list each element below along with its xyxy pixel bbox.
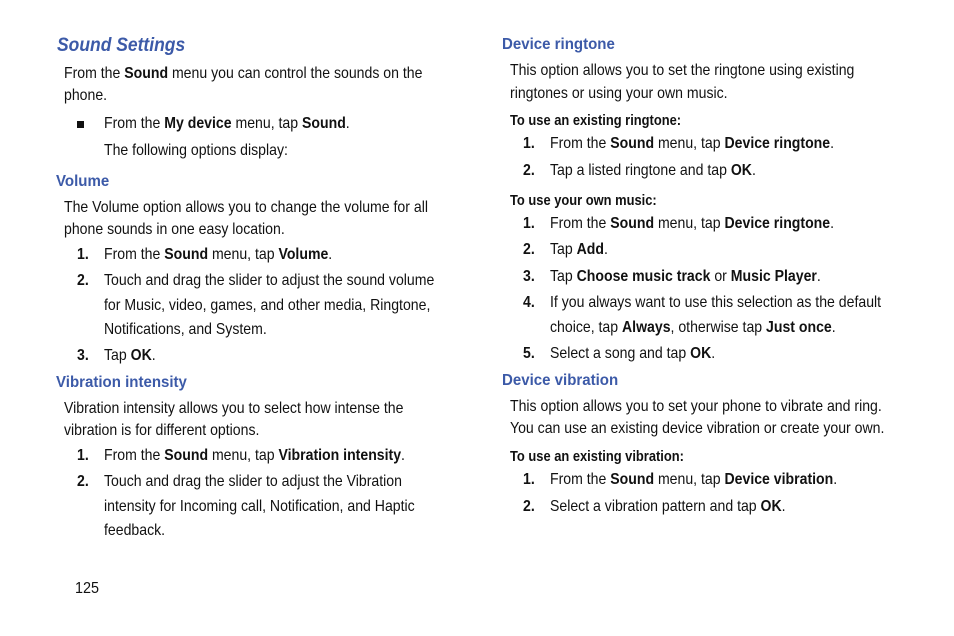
page-number: 125 (75, 580, 100, 597)
existing-vibration-subheading: To use an existing vibration: (510, 448, 684, 465)
options-display-text: The following options display: (104, 142, 288, 159)
volume-heading: Volume (56, 173, 110, 190)
existing-vibration-step-1: From the Sound menu, tap Device vibration. (550, 471, 838, 488)
vibration-step-2-line-2: intensity for Incoming call, Notification, and Haptic (104, 498, 415, 515)
step-number: 1. (77, 447, 89, 464)
volume-step-2-line-3: Notifications, and System. (104, 321, 267, 338)
step-number: 1. (523, 215, 535, 232)
own-music-step-1: From the Sound menu, tap Device ringtone. (550, 215, 835, 232)
vibration-step-1: From the Sound menu, tap Vibration intensity. (104, 447, 405, 464)
ringtone-desc-2: ringtones or using your own music. (510, 85, 728, 102)
volume-step-1: From the Sound menu, tap Volume. (104, 246, 333, 263)
step-number: 2. (523, 241, 535, 258)
vibration-step-2-line-1: Touch and drag the slider to adjust the Vibration (104, 473, 402, 490)
own-music-subheading: To use your own music: (510, 192, 657, 209)
page-title: Sound Settings (57, 35, 186, 56)
device-vibration-desc-1: This option allows you to set your phone to vibrate and ring. (510, 398, 882, 415)
existing-vibration-step-2: Select a vibration pattern and tap OK. (550, 498, 786, 515)
device-vibration-desc-2: You can use an existing device vibration or create your own. (510, 420, 885, 437)
device-vibration-heading: Device vibration (502, 372, 619, 389)
intro-line-1: From the Sound menu you can control the sounds on the (64, 65, 423, 82)
step-number: 3. (77, 347, 89, 364)
volume-step-3: Tap OK. (104, 347, 156, 364)
own-music-step-4-line-1: If you always want to use this selection as the default (550, 294, 882, 311)
step-number: 5. (523, 345, 535, 362)
own-music-step-4-line-2: choice, tap Always, otherwise tap Just once. (550, 319, 836, 336)
existing-ringtone-subheading: To use an existing ringtone: (510, 112, 682, 129)
volume-step-2-line-1: Touch and drag the slider to adjust the sound volume (104, 272, 435, 289)
bullet-instruction: From the My device menu, tap Sound. (104, 115, 350, 132)
step-number: 2. (77, 473, 89, 490)
device-ringtone-heading: Device ringtone (502, 36, 615, 53)
step-number: 2. (77, 272, 89, 289)
vibration-desc-1: Vibration intensity allows you to select how intense the (64, 400, 404, 417)
existing-ringtone-step-2: Tap a listed ringtone and tap OK. (550, 162, 756, 179)
step-number: 3. (523, 268, 535, 285)
own-music-step-2: Tap Add. (550, 241, 608, 258)
ringtone-desc-1: This option allows you to set the ringtone using existing (510, 62, 855, 79)
volume-desc-1: The Volume option allows you to change the volume for all (64, 199, 428, 216)
vibration-step-2-line-3: feedback. (104, 522, 166, 539)
vibration-desc-2: vibration is for different options. (64, 422, 260, 439)
own-music-step-3: Tap Choose music track or Music Player. (550, 268, 821, 285)
bullet-square-icon (77, 121, 84, 128)
intro-line-2: phone. (64, 87, 108, 104)
volume-step-2-line-2: for Music, video, games, and other media, Ringtone, (104, 297, 431, 314)
own-music-step-5: Select a song and tap OK. (550, 345, 716, 362)
vibration-intensity-heading: Vibration intensity (56, 374, 187, 391)
step-number: 4. (523, 294, 535, 311)
existing-ringtone-step-1: From the Sound menu, tap Device ringtone. (550, 135, 835, 152)
step-number: 1. (523, 471, 535, 488)
step-number: 2. (523, 498, 535, 515)
step-number: 1. (523, 135, 535, 152)
volume-desc-2: phone sounds in one easy location. (64, 221, 285, 238)
step-number: 1. (77, 246, 89, 263)
step-number: 2. (523, 162, 535, 179)
